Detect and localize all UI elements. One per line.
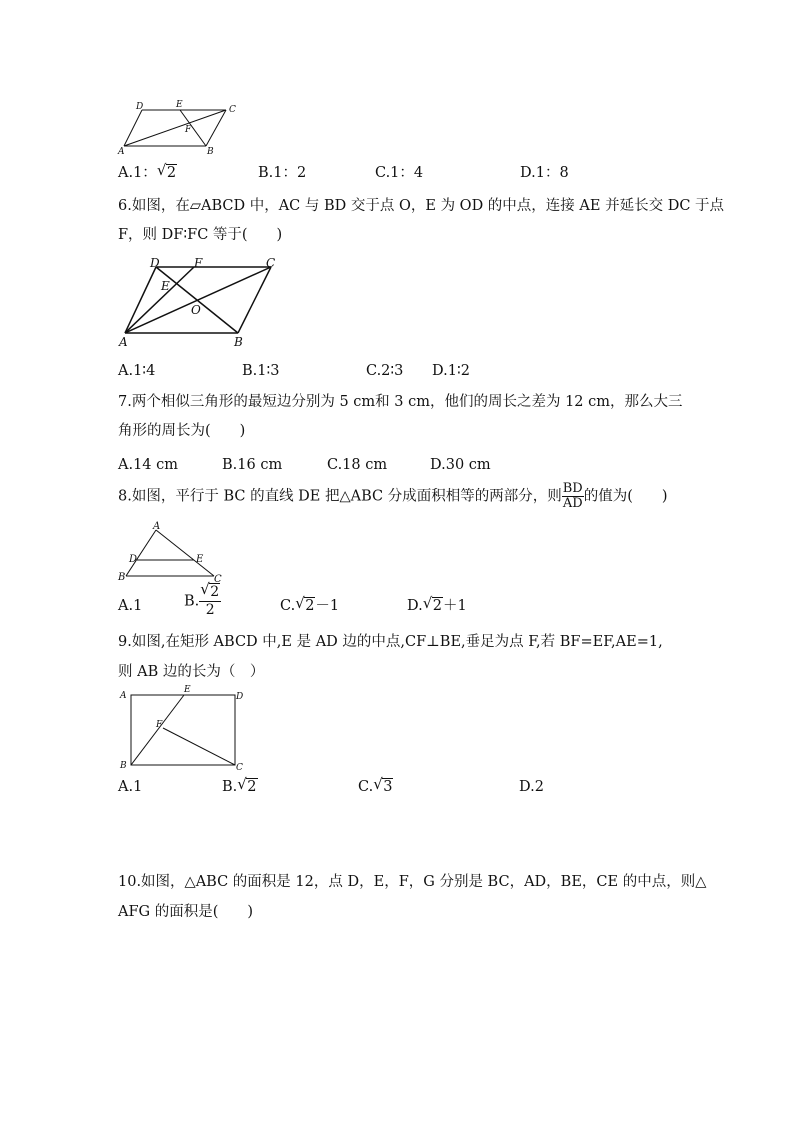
- sqrt-symbol: √ 3: [373, 775, 393, 795]
- q6-line2: F，则 DF∶FC 等于( ): [118, 227, 283, 243]
- q9-label-c: C: [236, 763, 243, 773]
- q5-option-a-prefix: A.1：: [118, 165, 157, 181]
- q8-figure: [118, 520, 228, 584]
- q9-option-b-prefix: B.: [222, 779, 238, 795]
- q8-label-d: D: [129, 554, 138, 565]
- q6-option-d: D.1∶2: [432, 363, 470, 379]
- q9-option-b: [222, 777, 258, 797]
- q8-option-d-prefix: D.: [407, 598, 423, 614]
- q6-option-a: A.1∶4: [118, 363, 156, 379]
- q8-option-c-radicand: 2: [305, 598, 315, 614]
- q6-label-d: D: [150, 256, 160, 270]
- q7-line2: 角形的周长为( ): [118, 423, 246, 439]
- q6-label-o: O: [191, 303, 201, 317]
- q8-option-b-radicand: 2: [210, 584, 220, 600]
- q8-option-b-fraction: [199, 580, 221, 619]
- q9-line1: 9.如图,在矩形 ABCD 中,E 是 AD 边的中点,CF⊥BE,垂足为点 F,若 BF=EF,AE=1,: [118, 634, 663, 650]
- q7-option-b: B.16 cm: [222, 457, 283, 473]
- q6-label-f: F: [194, 256, 203, 270]
- q9-option-c: [358, 777, 393, 797]
- q6-label-c: C: [266, 256, 276, 270]
- q5-option-b: B.1：2: [258, 165, 307, 181]
- q8-option-b: [184, 580, 221, 619]
- q5-option-c: C.1：4: [375, 165, 424, 181]
- q7-option-d: D.30 cm: [430, 457, 491, 473]
- sqrt-symbol: √ 2: [200, 580, 220, 600]
- q8-label-b: B: [118, 572, 126, 583]
- q5-label-b: B: [207, 147, 214, 157]
- q6-figure: [118, 255, 288, 347]
- q9-label-f: F: [156, 720, 163, 730]
- q5-label-f: F: [185, 125, 192, 135]
- q10-line2: AFG 的面积是( ): [118, 904, 254, 920]
- q9-label-d: D: [236, 692, 244, 702]
- q6-label-b: B: [234, 335, 243, 349]
- q9-label-b: B: [120, 761, 127, 771]
- q5-label-d: D: [136, 102, 144, 112]
- q9-label-a: A: [120, 691, 127, 701]
- q8-option-b-prefix: B.: [184, 593, 200, 610]
- q8-option-d-radicand: 2: [432, 598, 442, 614]
- q8-option-b-denominator: 2: [205, 602, 215, 618]
- q10-line1: 10.如图，△ABC 的面积是 12，点 D，E，F，G 分别是 BC，AD，BE，CE 的中点，则△: [118, 874, 707, 890]
- q9-label-e: E: [184, 685, 191, 695]
- sqrt-symbol: √ 2: [156, 161, 177, 181]
- q7-option-a: A.14 cm: [118, 457, 179, 473]
- q8-fraction-numerator: BD: [562, 481, 583, 496]
- q5-label-c: C: [229, 105, 236, 115]
- q5-figure: [118, 98, 238, 157]
- q6-label-e: E: [161, 279, 170, 293]
- sqrt-symbol: √ 2: [237, 775, 257, 795]
- q8-option-c-prefix: C.: [280, 598, 296, 614]
- q5-option-d: D.1：8: [520, 165, 569, 181]
- q5-label-e: E: [176, 100, 183, 110]
- q9-option-b-radicand: 2: [247, 779, 257, 795]
- q9-option-c-radicand: 3: [383, 779, 393, 795]
- q8-line1: [118, 482, 668, 511]
- q8-label-c: C: [214, 574, 222, 585]
- q8-option-d: [407, 596, 467, 616]
- q9-figure: [118, 683, 248, 773]
- sqrt-symbol: √ 2: [422, 594, 442, 614]
- q9-option-c-prefix: C.: [358, 779, 374, 795]
- q9-option-d: D.2: [519, 779, 544, 795]
- q8-text-before: 8.如图，平行于 BC 的直线 DE 把△ABC 分成面积相等的两部分，则: [118, 488, 562, 505]
- q7-option-c: C.18 cm: [327, 457, 388, 473]
- q8-label-a: A: [153, 521, 161, 532]
- q8-option-c-suffix: －1: [315, 598, 340, 614]
- sqrt-symbol: √ 2: [295, 594, 315, 614]
- q8-option-d-suffix: ＋1: [442, 598, 467, 614]
- q5-label-a: A: [118, 147, 125, 157]
- q8-fraction-denominator: AD: [562, 496, 583, 511]
- q9-option-a: A.1: [118, 779, 143, 795]
- q5-option-a: [118, 163, 177, 183]
- q8-label-e: E: [196, 554, 204, 565]
- q9-line2: 则 AB 边的长为（ ）: [118, 664, 265, 680]
- q8-option-c: [280, 596, 339, 616]
- q5-option-a-radicand: 2: [166, 165, 177, 181]
- q6-option-b: B.1∶3: [242, 363, 280, 379]
- q7-line1: 7.两个相似三角形的最短边分别为 5 cm和 3 cm，他们的周长之差为 12 cm，那么大三: [118, 394, 683, 410]
- q6-label-a: A: [119, 335, 128, 349]
- q8-fraction: [562, 482, 584, 511]
- q6-line1: 6.如图，在▱ABCD 中，AC 与 BD 交于点 O，E 为 OD 的中点，连接 AE 并延长交 DC 于点: [118, 198, 725, 214]
- q8-text-after: 的值为( ): [583, 488, 668, 505]
- q8-option-a: A.1: [118, 598, 143, 614]
- q6-option-c: C.2∶3: [366, 363, 404, 379]
